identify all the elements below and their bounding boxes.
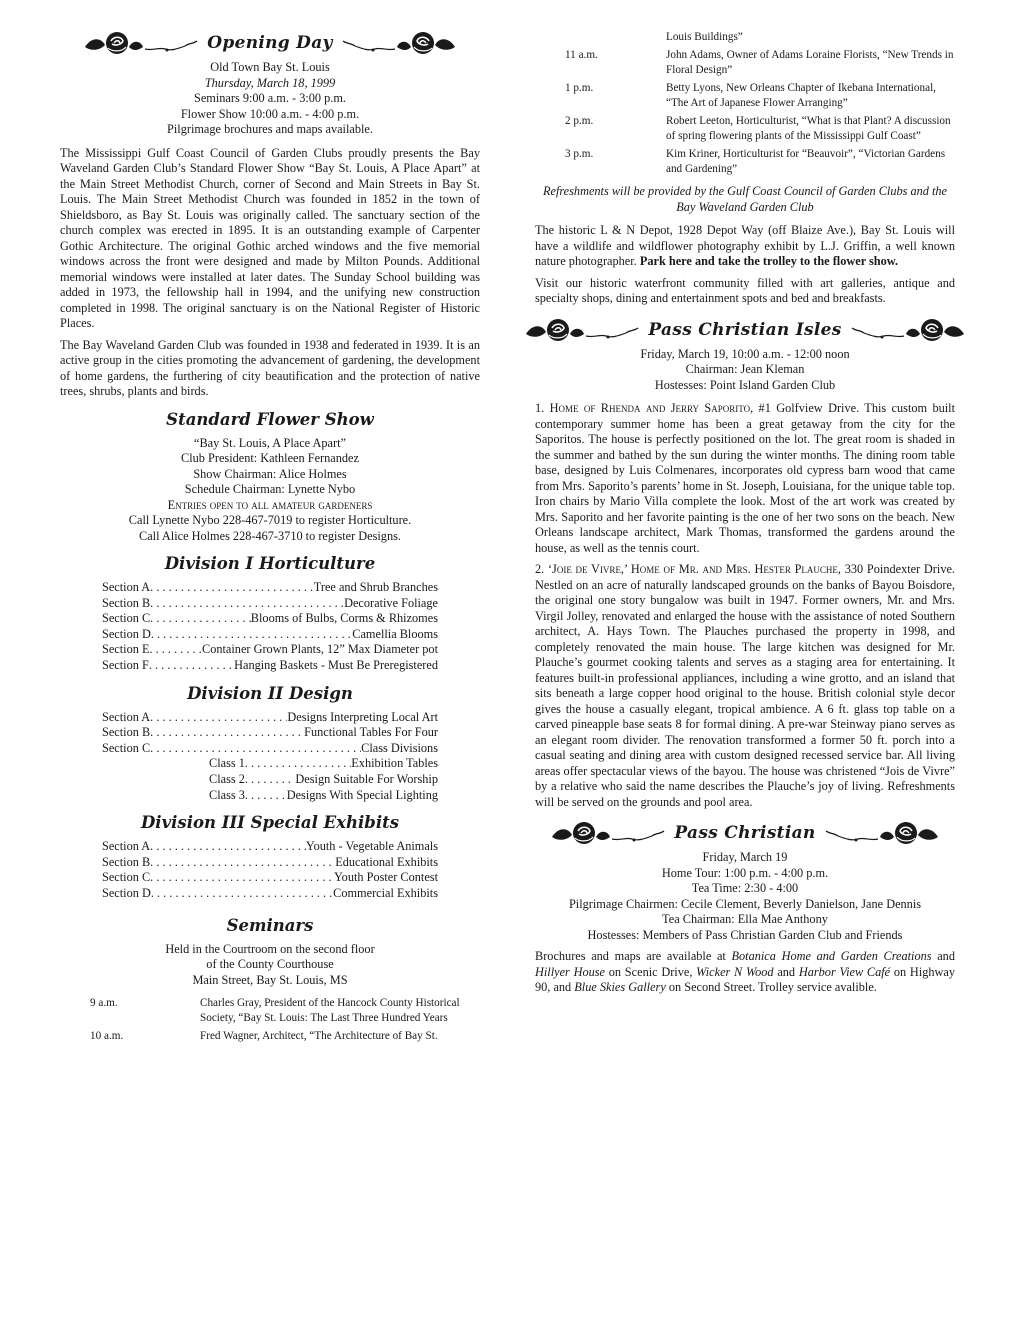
entry-value: Functional Tables For Four xyxy=(304,725,438,740)
design-registration: Call Alice Holmes 228-467-3710 to register Designs. xyxy=(139,528,401,543)
pass-pilgrimage-chairmen: Pilgrimage Chairmen: Cecile Clement, Beverly Danielson, Jane Dennis xyxy=(568,896,922,911)
seminar-description: Kim Kriner, Horticulturist for “Beauvoir”, “Victorian Gardens and Gardening” xyxy=(666,148,946,175)
rose-ornament-left-icon xyxy=(548,819,668,847)
schedule-entry xyxy=(102,642,438,658)
entry-value: Hanging Baskets - Must Be Preregistered xyxy=(234,657,438,672)
venue-wicker-n-wood: Wicker N Wood xyxy=(696,964,774,979)
rose-ornament-right-icon xyxy=(339,29,459,57)
brochures-text: Brochures and maps are available at xyxy=(535,949,732,963)
brochures-text: on Second Street. Trolley service avalible. xyxy=(665,980,877,994)
venue-harbor-view-cafe: Harbor View Café xyxy=(798,964,891,979)
seminar-row xyxy=(535,114,955,144)
entry-value: Tree and Shrub Branches xyxy=(313,580,438,594)
leader-dots xyxy=(150,725,304,741)
seminar-description: John Adams, Owner of Adams Loraine Florists, “New Trends in Floral Design” xyxy=(666,49,954,76)
schedule-entry xyxy=(102,611,438,627)
seminars-location-1: Held in the Courtroom on the second floor xyxy=(165,941,375,956)
opening-date: Thursday, March 18, 1999 xyxy=(204,75,336,90)
seminars-location-3: Main Street, Bay St. Louis, MS xyxy=(192,972,348,987)
division-1-list xyxy=(60,580,480,674)
left-column xyxy=(60,26,480,1047)
seminar-time: 10 a.m. xyxy=(90,1030,124,1042)
home-2-text: 330 Poindexter Drive. Nestled on an acre of naturally landscaped grounds on the banks of Bayou Boisdore, the original one story bungalow was built in 1947. Former owners, Mr. and Mrs. Virgil Jolley, renovated and enlarged the house with the assistance of noted Southern architect, A. Hays Town. The Plauches purchased the property in 1998, and completely renovated the main house. The large kitchen was designed for Mr. Plauche’s gourmet cooking talents and serves as a staging area for entertaining. It features built-in professional appliances, including a wine grotto, and an island that sits beneath a large copper hood original to the house. British colonial style decor gives the house a casually elegant, tropical ambience. A 6 ft. glass top table on a carved pineapple base seats 8 for formal dining. A pre-war Steinway piano serves as an elegant room divider. The renovation transformed a former 50 ft. porch into a casual seating and dining area with custom designed recessed service bar. All living areas offer spectacular views of the bayou. The house was christened “Jois de Vivre” by a relative who said the name describes the Plauche’s joy of living. Refreshments will be served on the grounds and pool area. xyxy=(535,562,955,809)
entry-label: Section C xyxy=(102,740,151,755)
isles-hostesses: Hostesses: Point Island Garden Club xyxy=(654,377,836,392)
seminar-row xyxy=(535,30,955,45)
opening-flower-show-time: Flower Show 10:00 a.m. - 4:00 p.m. xyxy=(180,106,360,121)
leader-dots xyxy=(245,756,351,772)
depot-text: The historic L & N Depot, 1928 Depot Way (off Blaize Ave.), Bay St. Louis will have a wildlife and wildflower photography exhibit by L.J. Griffin, a well known nature photographer. xyxy=(535,223,955,268)
home-2-paragraph xyxy=(535,562,955,810)
rose-ornament-right-icon xyxy=(822,819,942,847)
leader-dots xyxy=(150,710,287,726)
entry-value: Commercial Exhibits xyxy=(333,885,438,900)
schedule-entry xyxy=(102,658,438,674)
pass-hostesses: Hostesses: Members of Pass Christian Garden Club and Friends xyxy=(587,927,903,942)
leader-dots xyxy=(150,839,306,855)
home-1-lead: 1. Home of Rhenda and Jerry Saporito, xyxy=(535,401,754,415)
pass-christian-isles-header xyxy=(535,313,955,347)
division-3-list xyxy=(60,839,480,901)
leader-dots xyxy=(245,788,287,804)
brochures-text: on Highway 90, and xyxy=(535,964,956,994)
schedule-entry xyxy=(102,772,438,788)
club-president: Club President: Kathleen Fernandez xyxy=(181,451,359,465)
schedule-entry xyxy=(102,741,438,757)
leader-dots xyxy=(149,642,202,658)
entry-label: Class 1 xyxy=(209,756,245,771)
venue-hillyer-house: Hillyer House xyxy=(535,964,606,979)
seminar-description: Louis Buildings” xyxy=(666,31,743,43)
church-paragraph: The Mississippi Gulf Coast Council of Garden Clubs proudly presents the Bay Waveland Garden Club’s Standard Flower Show “Bay St. Louis, A Place Apart” at the Main Street Methodist Church, corner of Second and Main Streets in Bay St. Louis. The Main Street Methodist Church was founded in 1852 in the town of Shieldsboro, as Bay St. Louis was originally called. The sanctuary section of the church complex was erected in 1895. It is an outstanding example of Carpenter Gothic Architecture. The original Gothic arched windows and the five memorial windows across the front were designed and made by Milton Pounds. Additional memorial windows were installed at later dates. The Sunday School building was added in 1973, the fellowship hall in 1994, and the unifying new construction completed in 1998. The original sanctuary is on the National Register of Historic Places. xyxy=(60,145,480,330)
schedule-entry xyxy=(102,788,438,804)
leader-dots xyxy=(150,611,251,627)
brochures-text: and xyxy=(931,949,955,963)
seminar-description: Robert Leeton, Horticulturist, “What is that Plant? A discussion of spring flowering plants of the Mississippi Gulf Coast” xyxy=(666,115,951,142)
seminar-row xyxy=(535,147,955,177)
leader-dots xyxy=(150,870,334,886)
entry-label: Section B xyxy=(102,595,151,610)
home-2-lead: 2. ‘Joie de Vivre,’ Home of Mr. and Mrs. Hester Plauche, xyxy=(535,562,842,576)
home-1-paragraph xyxy=(535,401,955,556)
venue-botanica: Botanica Home and Garden Creations xyxy=(731,949,932,963)
entry-value: Decorative Foliage xyxy=(344,595,438,610)
depot-paragraph xyxy=(535,223,955,270)
right-column xyxy=(535,30,955,1002)
entry-label: Section C xyxy=(102,870,151,885)
pass-date: Friday, March 19 xyxy=(702,850,788,864)
entry-value: Class Divisions xyxy=(361,740,438,755)
entry-label: Section A xyxy=(102,709,151,724)
leader-dots xyxy=(150,580,314,596)
seminar-time: 2 p.m. xyxy=(565,115,594,127)
entry-value: Designs Interpreting Local Art xyxy=(287,709,438,724)
entry-label: Section A xyxy=(102,580,151,594)
entry-label: Section D xyxy=(102,626,151,641)
division-3-title: Division III Special Exhibits xyxy=(141,813,399,833)
seminar-time: 9 a.m. xyxy=(90,997,118,1009)
depot-parking-note: Park here and take the trolley to the flower show. xyxy=(639,254,899,268)
seminar-time xyxy=(535,30,666,45)
isles-date: Friday, March 19, 10:00 a.m. - 12:00 noon xyxy=(640,346,850,361)
pass-tea-time: Tea Time: 2:30 - 4:00 xyxy=(691,881,799,895)
division-2-title: Division II Design xyxy=(187,683,353,703)
seminars-title: Seminars xyxy=(226,915,314,935)
opening-brochures-note: Pilgrimage brochures and maps available. xyxy=(167,122,373,136)
entries-note: Entries open to all amateur gardeners xyxy=(167,497,373,512)
entry-value: Design Suitable For Worship xyxy=(295,771,438,786)
brochures-paragraph xyxy=(535,949,955,996)
horticulture-registration: Call Lynette Nybo 228-467-7019 to register Horticulture. xyxy=(128,513,412,527)
schedule-entry xyxy=(102,580,438,596)
schedule-entry xyxy=(102,596,438,612)
schedule-entry xyxy=(102,756,438,772)
entry-value: Youth Poster Contest xyxy=(334,870,438,885)
isles-chairman: Chairman: Jean Kleman xyxy=(685,362,805,376)
leader-dots xyxy=(150,596,344,612)
division-1-title: Division I Horticulture xyxy=(164,554,376,573)
entry-label: Section A xyxy=(102,839,151,854)
seminar-row xyxy=(60,996,480,1026)
entry-value: Youth - Vegetable Animals xyxy=(305,839,438,854)
seminar-row xyxy=(535,81,955,111)
brochures-text: and xyxy=(773,964,799,979)
opening-day-header xyxy=(60,26,480,60)
entry-label: Section F xyxy=(102,657,149,672)
seminar-time: 3 p.m. xyxy=(565,148,594,160)
rose-ornament-left-icon xyxy=(522,316,642,344)
entry-label: Section B xyxy=(102,725,151,740)
entry-value: Exhibition Tables xyxy=(351,756,438,771)
venue-blue-skies-gallery: Blue Skies Gallery xyxy=(574,980,666,994)
standard-flower-show-title: Standard Flower Show xyxy=(166,409,374,429)
refreshments-note: Refreshments will be provided by the Gulf Coast Council of Garden Clubs and the Bay Waveland Garden Club xyxy=(542,184,948,214)
opening-location: Old Town Bay St. Louis xyxy=(210,60,330,74)
entry-label: Section C xyxy=(102,611,151,626)
seminar-row xyxy=(60,1029,480,1044)
leader-dots xyxy=(245,772,296,788)
entry-label: Section D xyxy=(102,885,151,900)
schedule-entry xyxy=(102,855,438,871)
show-chairman: Show Chairman: Alice Holmes xyxy=(193,466,347,481)
seminar-time: 11 a.m. xyxy=(565,49,598,61)
club-paragraph: The Bay Waveland Garden Club was founded in 1938 and federated in 1939. It is an active group in the cities promoting the advancement of gardening, the development of home gardens, the furthering of city beautification and the protection of native trees, shrubs, plants and birds. xyxy=(60,337,480,398)
leader-dots xyxy=(151,886,333,902)
entry-value: Container Grown Plants, 12” Max Diameter pot xyxy=(202,642,438,657)
schedule-entry xyxy=(102,710,438,726)
entry-label: Section B xyxy=(102,854,151,869)
brochures-text: on Scenic Drive, xyxy=(605,964,697,979)
pass-christian-title: Pass Christian xyxy=(674,823,816,843)
pass-home-tour: Home Tour: 1:00 p.m. - 4:00 p.m. xyxy=(661,865,829,880)
rose-ornament-right-icon xyxy=(848,316,968,344)
seminar-description: Betty Lyons, New Orleans Chapter of Ikebana International, “The Art of Japanese Flower Arranging” xyxy=(666,82,936,109)
seminar-row xyxy=(535,48,955,78)
leader-dots xyxy=(149,658,234,674)
schedule-entry xyxy=(102,725,438,741)
schedule-entry xyxy=(102,886,438,902)
show-theme: “Bay St. Louis, A Place Apart” xyxy=(194,435,346,450)
seminar-description: Charles Gray, President of the Hancock County Historical Society, “Bay St. Louis: The Last Three Hundred Years xyxy=(200,997,460,1024)
leader-dots xyxy=(151,627,352,643)
home-1-text: #1 Golfview Drive. This custom built contemporary summer home has been a great getaway from the city for the Saporitos. The house is perfectly positioned on the lot. The great room is shaded in the summer and bathed by the sun during the winter months. The dining room table base, designed by Luis Colmenares, incorporates old cypress barn wood that came from Mrs. Saporito’s parents’ home in St. Joseph, Louisiana, for the unique table top. Iron chairs by Mario Villa complete the look. Most of the art work was created by Mrs. Saporito and her favorite painting is the one of her two sons on the beach. New Orleans landscape architect, Mark Thomas, transformed the gardens around the house, as well as the tennis court. xyxy=(535,401,956,555)
entry-value: Camellia Blooms xyxy=(352,626,438,641)
schedule-entry xyxy=(102,839,438,855)
pass-tea-chairman: Tea Chairman: Ella Mae Anthony xyxy=(662,912,828,926)
schedule-chairman: Schedule Chairman: Lynette Nybo xyxy=(184,482,356,496)
leader-dots xyxy=(150,741,361,757)
entry-label: Class 2 xyxy=(209,771,245,786)
seminar-time: 1 p.m. xyxy=(565,82,594,94)
seminar-description: Fred Wagner, Architect, “The Architecture of Bay St. xyxy=(200,1030,438,1042)
opening-day-title: Opening Day xyxy=(207,33,333,53)
entry-value: Blooms of Bulbs, Corms & Rhizomes xyxy=(250,611,438,626)
leader-dots xyxy=(150,855,335,871)
pass-christian-header xyxy=(535,816,955,850)
schedule-entry xyxy=(102,627,438,643)
pass-christian-isles-title: Pass Christian Isles xyxy=(648,319,842,340)
entry-value: Educational Exhibits xyxy=(335,854,438,869)
opening-seminars-time: Seminars 9:00 a.m. - 3:00 p.m. xyxy=(194,91,346,105)
entry-value: Designs With Special Lighting xyxy=(286,787,438,802)
visit-paragraph: Visit our historic waterfront community filled with art galleries, antique and specialty shops, dining and entertainment spots and bed and breakfasts. xyxy=(535,275,955,305)
division-2-list xyxy=(60,710,480,804)
entry-label: Section E xyxy=(102,642,150,657)
seminars-location-2: of the County Courthouse xyxy=(206,957,334,971)
seminar-schedule-continued xyxy=(535,30,955,177)
rose-ornament-left-icon xyxy=(81,29,201,57)
schedule-entry xyxy=(102,870,438,886)
entry-label: Class 3 xyxy=(209,787,245,802)
